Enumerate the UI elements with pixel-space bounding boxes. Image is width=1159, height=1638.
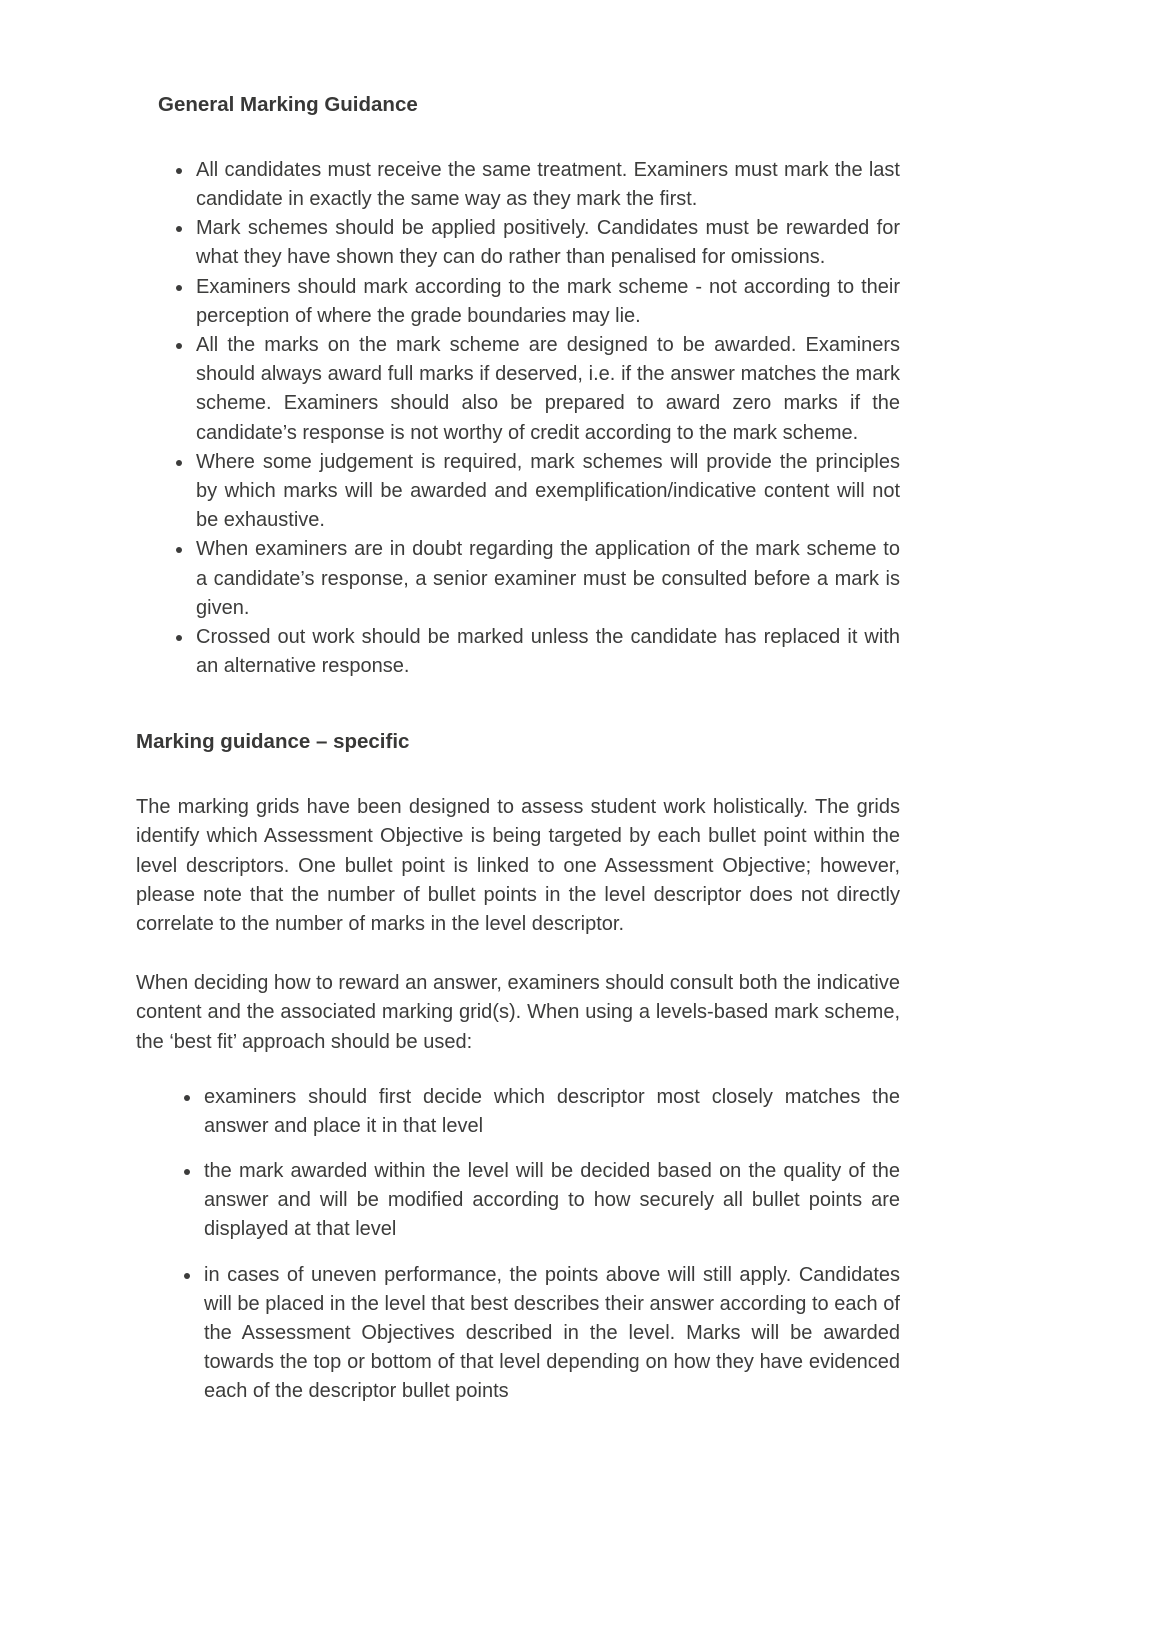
general-guidance-bullet-list <box>158 156 900 681</box>
guidance-bullet-item: • Where some judgement is required, mark schemes will provide the principles by which marks will be awarded and exemplification/indicative content will not be exhaustive. <box>194 448 900 536</box>
guidance-bullet-item: • Crossed out work should be marked unless the candidate has replaced it with an alternative response. <box>194 623 900 681</box>
general-marking-guidance-heading: General Marking Guidance <box>158 93 418 116</box>
specific-bullet-item: • examiners should first decide which descriptor most closely matches the answer and place it in that level <box>202 1083 900 1141</box>
specific-bullet-item: • in cases of uneven performance, the points above will still apply. Candidates will be placed in the level that best describes their answer according to each of the Assessment Objectives described in the level. Marks will be awarded towards the top or bottom of that level depending on how they have evidenced each of the descriptor bullet points <box>202 1261 900 1407</box>
guidance-bullet-item: • Examiners should mark according to the mark scheme - not according to their perception of where the grade boundaries may lie. <box>194 273 900 331</box>
specific-guidance-paragraph: When deciding how to reward an answer, examiners should consult both the indicative content and the associated marking grid(s). When using a levels-based mark scheme, the ‘best fit’ approach should be used: <box>136 972 900 1053</box>
marking-guidance-specific-heading: Marking guidance – specific <box>136 730 410 754</box>
specific-bullet-item: • the mark awarded within the level will be decided based on the quality of the answer and will be modified according to how securely all bullet points are displayed at that level <box>202 1157 900 1245</box>
guidance-bullet-item: • Mark schemes should be applied positively. Candidates must be rewarded for what they have shown they can do rather than penalised for omissions. <box>194 214 900 272</box>
specific-guidance-bullet-list <box>136 1083 900 1407</box>
section-marking-guidance-specific <box>136 727 900 1406</box>
section-general-marking-guidance <box>136 90 900 681</box>
guidance-bullet-item: • When examiners are in doubt regarding the application of the mark scheme to a candidate’s response, a senior examiner must be consulted before a mark is given. <box>194 535 900 623</box>
guidance-bullet-item: • All the marks on the mark scheme are designed to be awarded. Examiners should always award full marks if deserved, i.e. if the answer matches the mark scheme. Examiners should also be prepared to award zero marks if the candidate’s response is not worthy of credit according to the mark scheme. <box>194 331 900 448</box>
guidance-bullet-item: • All candidates must receive the same treatment. Examiners must mark the last candidate in exactly the same way as they mark the first. <box>194 156 900 214</box>
specific-guidance-paragraph: The marking grids have been designed to assess student work holistically. The grids identify which Assessment Objective is being targeted by each bullet point within the level descriptors. One bullet point is linked to one Assessment Objective; however, please note that the number of bullet points in the level descriptor does not directly correlate to the number of marks in the level descriptor. <box>136 796 900 935</box>
